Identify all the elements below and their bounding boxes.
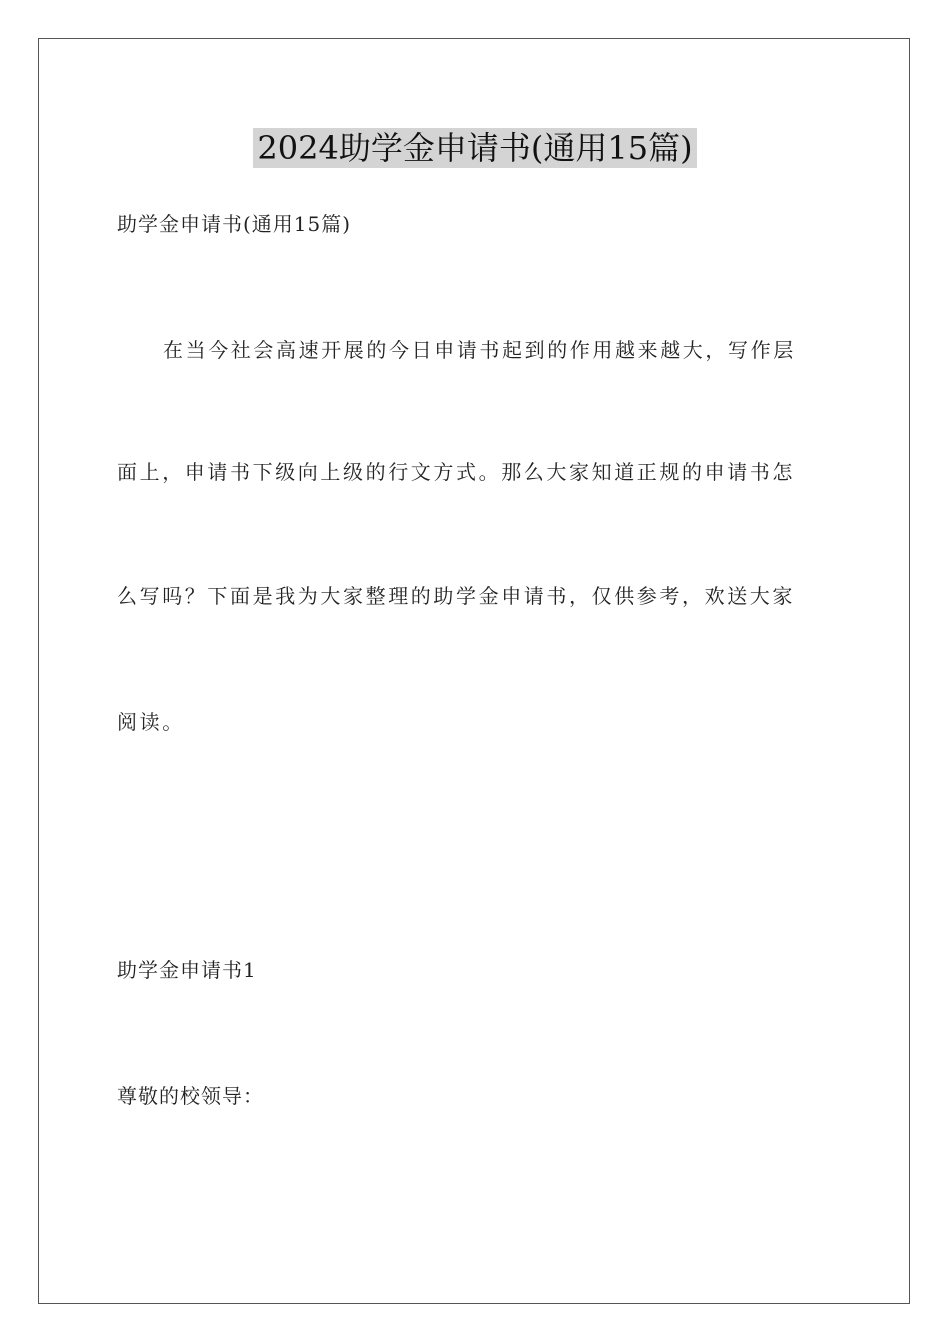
title-container <box>0 128 950 168</box>
intro-line-3: 么写吗？下面是我为大家整理的助学金申请书，仅供参考，欢送大家 <box>117 584 795 608</box>
document-subtitle: 助学金申请书(通用15篇) <box>117 212 352 236</box>
intro-text-1: 在当今社会高速开展的今日申请书起到的作用越来越大，写作层 <box>163 338 796 362</box>
intro-line-4: 阅读。 <box>117 710 185 734</box>
intro-line-1 <box>117 336 837 364</box>
section-heading: 助学金申请书1 <box>117 958 257 982</box>
salutation: 尊敬的校领导： <box>117 1084 264 1108</box>
intro-line-2: 面上，申请书下级向上级的行文方式。那么大家知道正规的申请书怎 <box>117 460 795 484</box>
document-title: 2024助学金申请书(通用15篇) <box>253 128 696 168</box>
